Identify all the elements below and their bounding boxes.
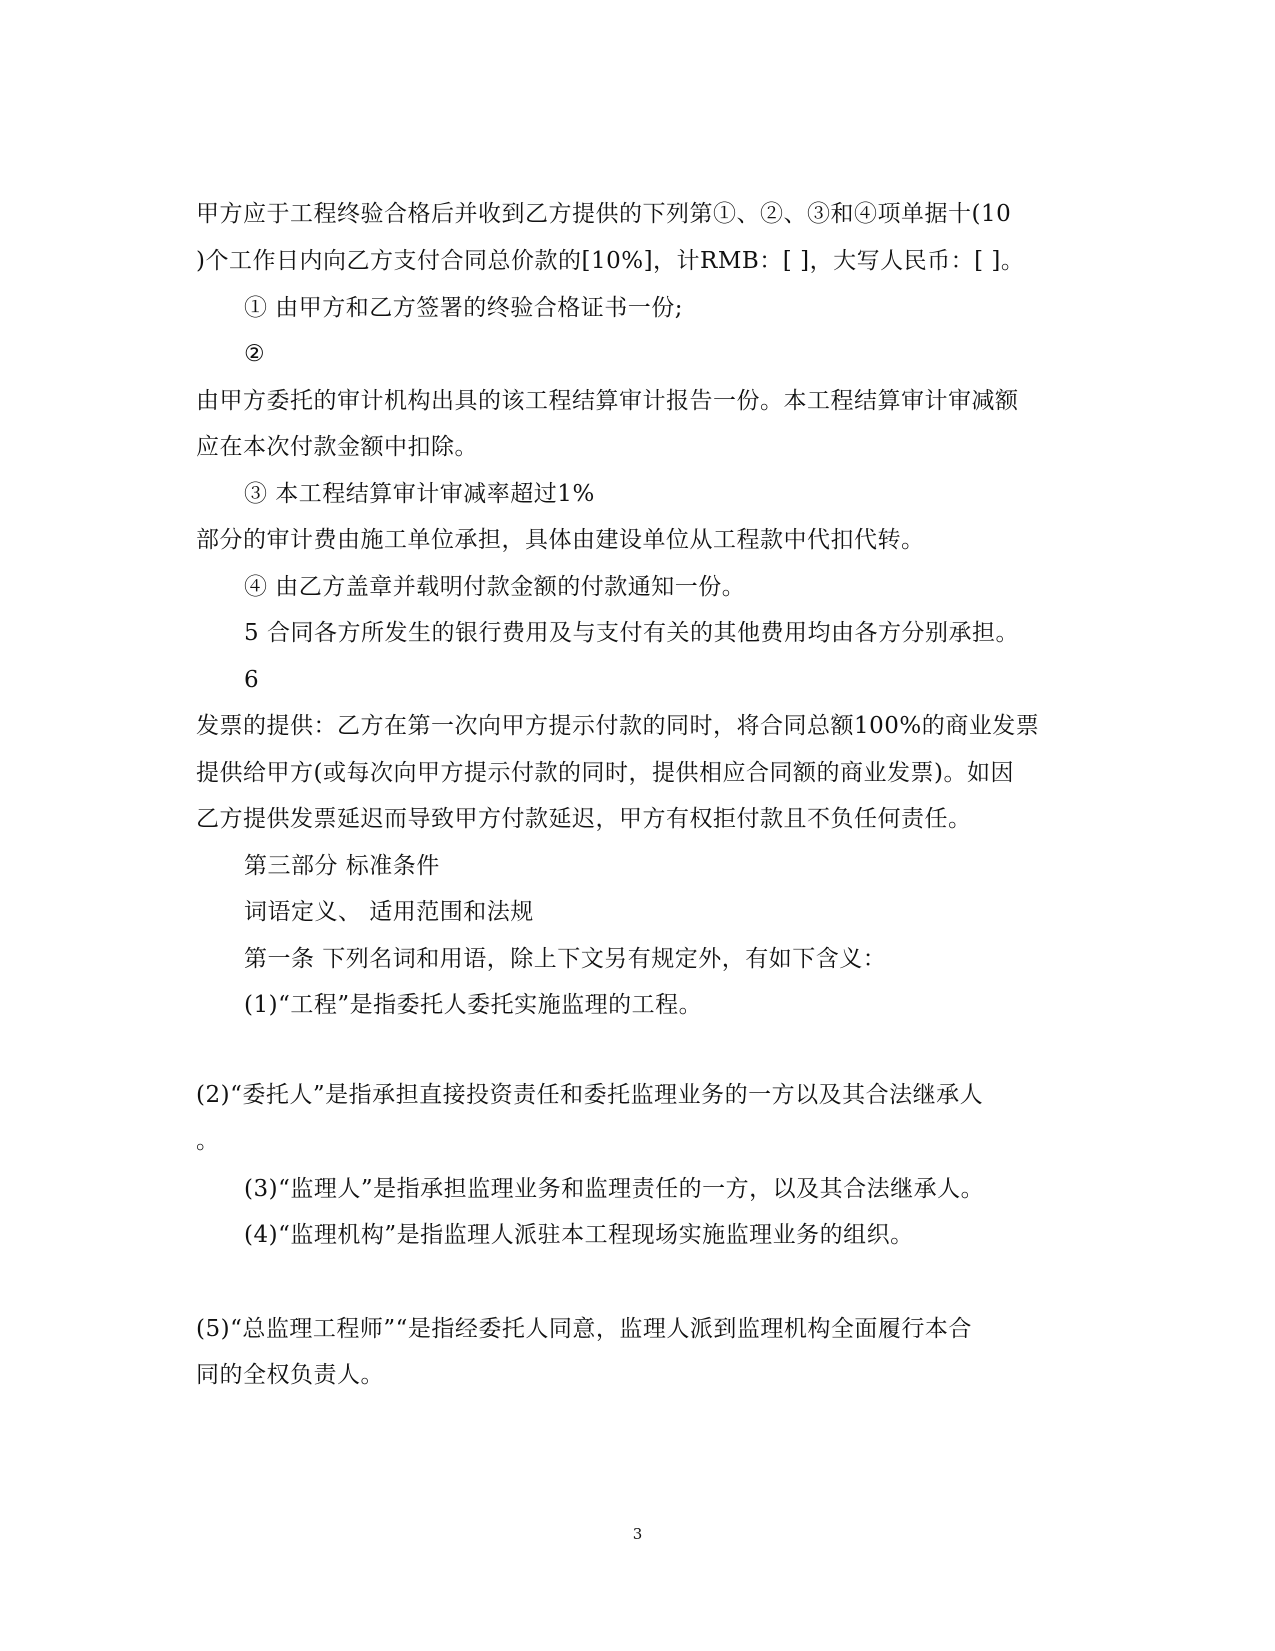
text-line: (1)“工程”是指委托人委托实施监理的工程。 — [244, 992, 703, 1018]
text-line: (5)“总监理工程师”“是指经委托人同意，监理人派到监理机构全面履行本合 — [196, 1316, 972, 1342]
text-line: 5 合同各方所发生的银行费用及与支付有关的其他费用均由各方分别承担。 — [244, 620, 1019, 646]
text-line: )个工作日内向乙方支付合同总价款的[10%]，计RMB：[ ]，大写人民币：[ ]。 — [196, 248, 1025, 274]
text-line: ④ 由乙方盖章并载明付款金额的付款通知一份。 — [244, 574, 746, 600]
text-line: 由甲方委托的审计机构出具的该工程结算审计报告一份。本工程结算审计审减额 — [196, 388, 1019, 414]
text-line: (2)“委托人”是指承担直接投资责任和委托监理业务的一方以及其合法继承人 — [196, 1082, 984, 1108]
text-line: ② — [244, 341, 266, 367]
section-heading: 第三部分 标准条件 — [244, 853, 440, 879]
text-line: 同的全权负责人。 — [196, 1362, 384, 1388]
text-line: 甲方应于工程终验合格后并收到乙方提供的下列第①、②、③和④项单据十(10 — [196, 201, 1012, 227]
text-line: ① 由甲方和乙方签署的终验合格证书一份; — [244, 295, 684, 321]
text-line: 。 — [196, 1128, 220, 1154]
text-line: 第一条 下列名词和用语，除上下文另有规定外，有如下含义： — [244, 946, 887, 972]
text-line: 词语定义、 适用范围和法规 — [244, 899, 534, 925]
text-line: (3)“监理人”是指承担监理业务和监理责任的一方，以及其合法继承人。 — [244, 1176, 985, 1202]
page-number: 3 — [632, 1525, 643, 1543]
text-line: 发票的提供：乙方在第一次向甲方提示付款的同时，将合同总额100%的商业发票 — [196, 713, 1040, 739]
text-line: 6 — [244, 667, 260, 693]
text-line: ③ 本工程结算审计审减率超过1% — [244, 481, 595, 507]
text-line: 部分的审计费由施工单位承担，具体由建设单位从工程款中代扣代转。 — [196, 527, 925, 553]
text-line: 提供给甲方(或每次向甲方提示付款的同时，提供相应合同额的商业发票)。如因 — [196, 760, 1014, 786]
text-line: (4)“监理机构”是指监理人派驻本工程现场实施监理业务的组织。 — [244, 1222, 914, 1248]
text-line: 应在本次付款金额中扣除。 — [196, 434, 478, 460]
text-line: 乙方提供发票延迟而导致甲方付款延迟，甲方有权拒付款且不负任何责任。 — [196, 806, 972, 832]
